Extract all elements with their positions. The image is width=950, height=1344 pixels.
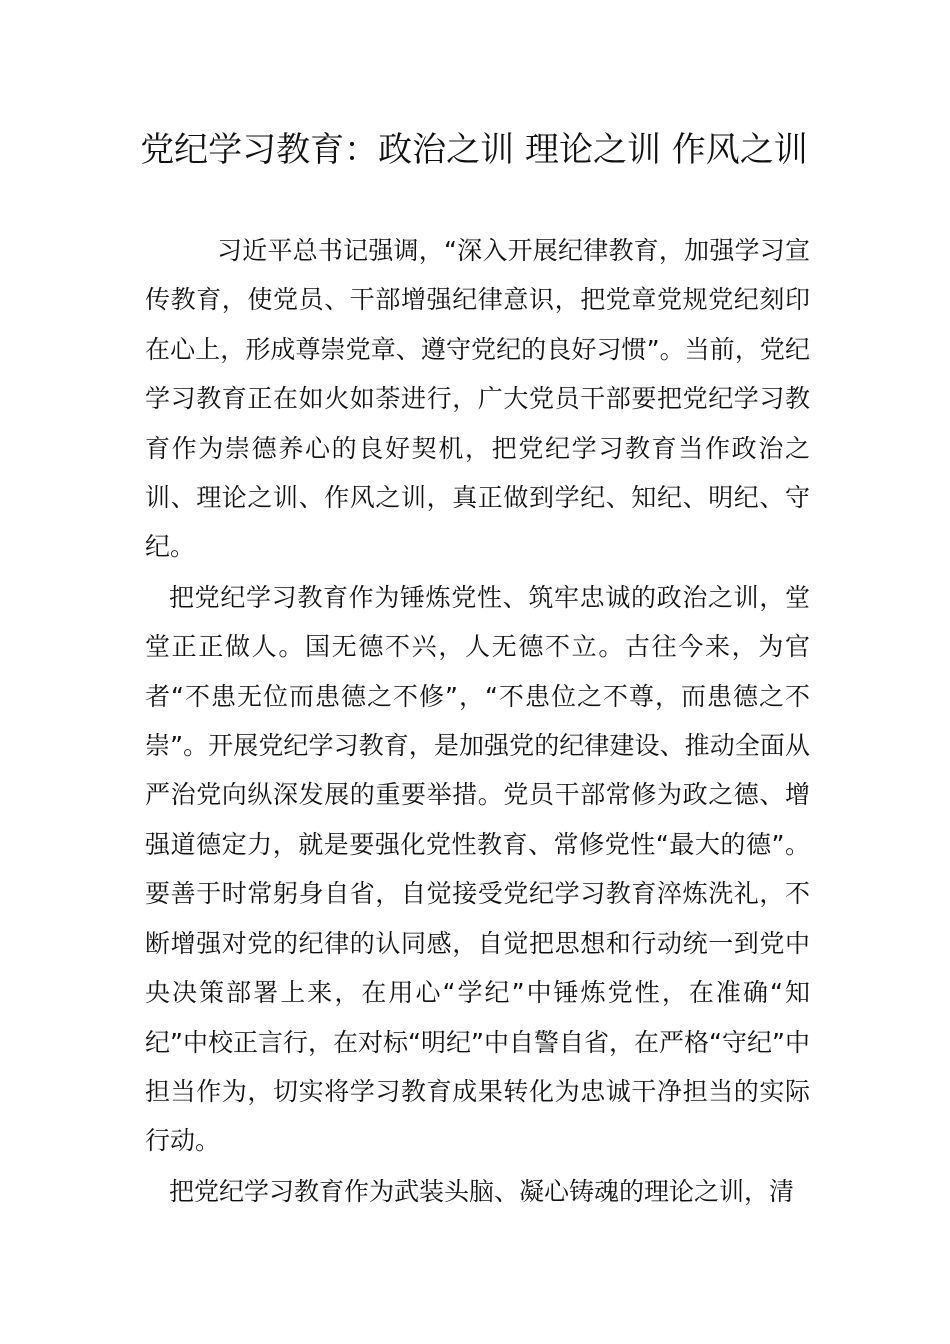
paragraph-intro: 习近平总书记强调，“深入开展纪律教育，加强学习宣传教育，使党员、干部增强纪律意识，把党章党规党纪刻印在心上，形成尊崇党章、遵守党纪的良好习惯”。当前，党纪学习教育正在如火如荼进行，广大党员干部要把党纪学习教育作为崇德养心的良好契机，把党纪学习教育当作政治之训、理论之训、作风之训，真正做到学纪、知纪、明纪、守纪。: [145, 236, 810, 562]
document-title: 党纪学习教育：政治之训 理论之训 作风之训: [140, 130, 808, 170]
paragraph-political-training: 把党纪学习教育作为锤炼党性、筑牢忠诚的政治之训，堂堂正正做人。国无德不兴，人无德不立。古往今来，为官者“不患无位而患德之不修”，“不患位之不尊，而患德之不崇”。开展党纪学习教育，是加强党的纪律建设、推动全面从严治党向纵深发展的重要举措。党员干部常修为政之德、增强道德定力，就是要强化党性教育、常修党性“最大的德”。要善于时常躬身自省，自觉接受党纪学习教育淬炼洗礼，不断增强对党的纪律的认同感，自觉把思想和行动统一到党中央决策部署上来，在用心“学纪”中锤炼党性，在准确“知纪”中校正言行，在对标“明纪”中自警自省，在严格“守纪”中担当作为，切实将学习教育成果转化为忠诚干净担当的实际行动。: [145, 582, 810, 1156]
document-body: [145, 226, 810, 1216]
paragraph-theory-training: 把党纪学习教育作为武装头脑、凝心铸魂的理论之训，清: [169, 1176, 795, 1206]
